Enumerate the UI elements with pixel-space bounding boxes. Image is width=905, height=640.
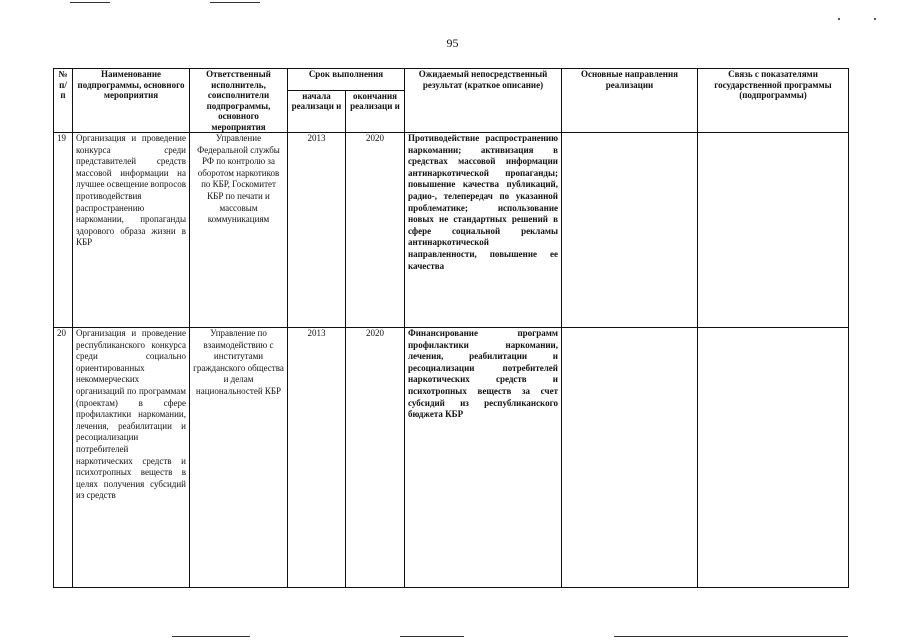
program-table bbox=[53, 68, 849, 588]
row-executor: Управление Федеральной службы РФ по контролю за оборотом наркотиков по КБР, Госкомитет КБР по печати и массовым коммуникациям bbox=[190, 133, 288, 328]
row-executor: Управление по взаимодействию с институтами гражданского общества и делам национальностей КБР bbox=[190, 328, 288, 588]
row-start: 2013 bbox=[288, 328, 346, 588]
corner-mark bbox=[838, 18, 840, 20]
row-name: Организация и проведение республиканского конкурса среди социально ориентированных некоммерческих организаций по программам (проектам) в сфере профилактики наркомании, лечения, реабилитации и ресоциализации потребителей наркотических средств и психотропных веществ в целях получения субсидий из средств bbox=[73, 328, 190, 588]
row-result: Противодействие распространению наркомании; активизация в средствах массовой информации антинаркотической пропаганды; повышение качества публикаций, радио-, телепередач по указанной проблематике; использование новых не стандартных решений в сфере социальной рекламы антинаркотической направленности, повышение ее качества bbox=[405, 133, 562, 328]
bottom-rule-left bbox=[172, 636, 250, 637]
row-num: 20 bbox=[54, 328, 73, 588]
top-rule-right bbox=[210, 2, 260, 3]
row-num: 19 bbox=[54, 133, 73, 328]
bottom-rule-middle bbox=[400, 636, 464, 637]
header-directions: Основные направления реализации bbox=[562, 69, 698, 133]
header-executor: Ответственный исполнитель, соисполнители подпрограммы, основного мероприятия bbox=[190, 69, 288, 133]
top-rule-left bbox=[70, 2, 110, 3]
row-end: 2020 bbox=[346, 328, 405, 588]
corner-mark bbox=[874, 18, 876, 20]
header-link: Связь с показателями государственной программы (подпрограммы) bbox=[698, 69, 849, 133]
row-directions bbox=[562, 133, 698, 328]
header-num: № п/ п bbox=[54, 69, 73, 133]
header-period: Срок выполнения bbox=[288, 69, 405, 91]
row-name: Организация и проведение конкурса среди представителей средств массовой информации на лучшее освещение вопросов противодействия распространению наркомании, пропаганды здорового образа жизни в КБР bbox=[73, 133, 190, 328]
header-name: Наименование подпрограммы, основного мероприятия bbox=[73, 69, 190, 133]
header-end: окончания реализаци и bbox=[346, 90, 405, 132]
header-row bbox=[54, 69, 849, 91]
bottom-rule-right bbox=[614, 636, 848, 637]
row-end: 2020 bbox=[346, 133, 405, 328]
row-directions bbox=[562, 328, 698, 588]
table-row bbox=[54, 133, 849, 328]
row-link bbox=[698, 133, 849, 328]
header-start: начала реализаци и bbox=[288, 90, 346, 132]
row-start: 2013 bbox=[288, 133, 346, 328]
row-link bbox=[698, 328, 849, 588]
table-row bbox=[54, 328, 849, 588]
header-result: Ожидаемый непосредственный результат (краткое описание) bbox=[405, 69, 562, 133]
page-number: 95 bbox=[446, 36, 459, 50]
row-result: Финансирование программ профилактики наркомании, лечения, реабилитации и ресоциализации потребителей наркотических средств и психотропных веществ за счет субсидий из республиканского бюджета КБР bbox=[405, 328, 562, 588]
